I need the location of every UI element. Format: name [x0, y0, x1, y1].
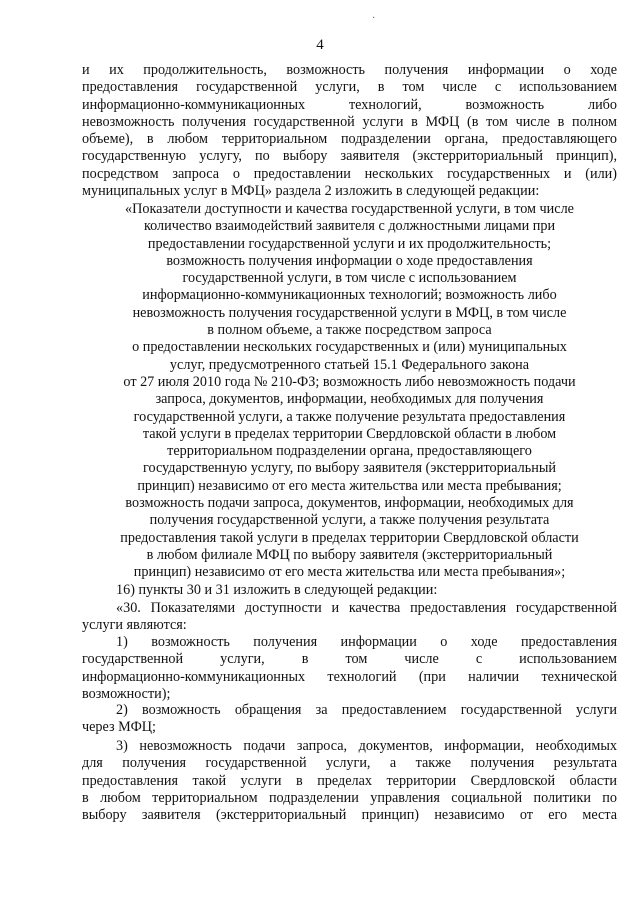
quote-line: о предоставлении нескольких государственных и (или) муниципальных [132, 339, 567, 356]
list-item-1 [82, 634, 617, 703]
quote-line: количество взаимодействий заявителя с должностными лицами при [143, 218, 556, 235]
text-line: информационно-коммуникационных технологий (при наличии технической [82, 668, 617, 685]
text-line: 1) возможность получения информации о ходе предоставления [116, 634, 617, 650]
quote-line: в полном объеме, а также посредством запроса [207, 322, 492, 339]
paragraph-30 [82, 600, 617, 635]
quote-line: получения государственной услуги, а также получения результата [149, 512, 550, 529]
text-line: муниципальных услуг в МФЦ» раздела 2 изложить в следующей редакции: [82, 183, 540, 200]
paragraph-intro [82, 62, 617, 200]
quote-line: услуг, предусмотренного статьей 15.1 Федерального закона [169, 356, 530, 373]
quote-line: возможность получения информации о ходе предоставления [166, 252, 533, 269]
text-line: предоставления государственной услуги, в том числе с использованием [82, 79, 617, 96]
quote-line: «Показатели доступности и качества государственной услуги, в том числе [125, 201, 574, 217]
text-line: предоставления такой услуги в пределах территории Свердловской области [82, 772, 617, 789]
text-line: и их продолжительность, возможность получения информации о ходе [82, 62, 617, 78]
text-line: государственную услугу, по выбору заявителя (экстерриториальный принцип), [82, 148, 617, 165]
quote-line: принцип) независимо от его места жительства или места пребывания; [137, 477, 562, 494]
page-number: 4 [316, 37, 324, 53]
quote-line: предоставления такой услуги в пределах территории Свердловской области [120, 529, 579, 546]
quote-line: принцип) независимо от его места жительства или места пребывания»; [133, 564, 566, 581]
quote-line: информационно-коммуникационных технологий; возможность либо [142, 287, 557, 304]
text-line: невозможность получения государственной услуги в МФЦ (в том числе в полном [82, 113, 617, 130]
list-item-2 [82, 702, 617, 737]
quote-line: от 27 июля 2010 года № 210-ФЗ; возможность либо невозможность подачи [123, 373, 576, 390]
text-line: в любом территориальном подразделении управления социальной политики по [82, 789, 617, 806]
text-line: посредством запроса о предоставлении нескольких государственных и (или) [82, 165, 617, 182]
text-line: 3) невозможность подачи запроса, документов, информации, необходимых [116, 738, 617, 754]
quote-line: государственной услуги, а также получение результата предоставления [133, 408, 566, 425]
text-line: услуги являются: [82, 617, 187, 634]
list-item-3 [82, 738, 617, 824]
quote-line: государственную услугу, по выбору заявителя (экстерриториальный [143, 460, 556, 477]
item-16 [82, 582, 617, 599]
quote-line: запроса, документов, информации, необходимых для получения [155, 391, 544, 408]
text-line: «30. Показателями доступности и качества предоставления государственной [116, 600, 617, 616]
text-line: возможности); [82, 685, 171, 702]
text-line: государственной услуги, в том числе с использованием [82, 651, 617, 668]
quote-line: возможность подачи запроса, документов, информации, необходимых для [125, 495, 574, 512]
text-line: 16) пункты 30 и 31 изложить в следующей редакции: [116, 582, 438, 598]
quote-line: территориальном подразделении органа, предоставляющего [167, 443, 532, 460]
text-line: 2) возможность обращения за предоставлением государственной услуги [116, 702, 617, 718]
text-line: объеме), в любом территориальном подразделении органа, предоставляющего [82, 131, 617, 148]
text-line: выбору заявителя (экстерриториальный принцип) независимо от его места [82, 807, 617, 824]
quote-line: такой услуги в пределах территории Свердловской области в любом [142, 425, 557, 442]
quote-line: в любом филиале МФЦ по выбору заявителя (экстерриториальный [146, 546, 553, 563]
scan-dot: · [372, 13, 376, 24]
quote-line: невозможность получения государственной услуги в МФЦ, в том числе [132, 304, 567, 321]
quote-line: государственной услуги, в том числе с использованием [182, 270, 517, 287]
text-line: через МФЦ; [82, 719, 156, 736]
quote-line: предоставлении государственной услуги и их продолжительность; [147, 235, 552, 252]
text-line: для получения государственной услуги, а также получения результата [82, 755, 617, 772]
centered-quote-block [82, 201, 617, 582]
text-line: информационно-коммуникационных технологий, возможность либо [82, 96, 617, 113]
